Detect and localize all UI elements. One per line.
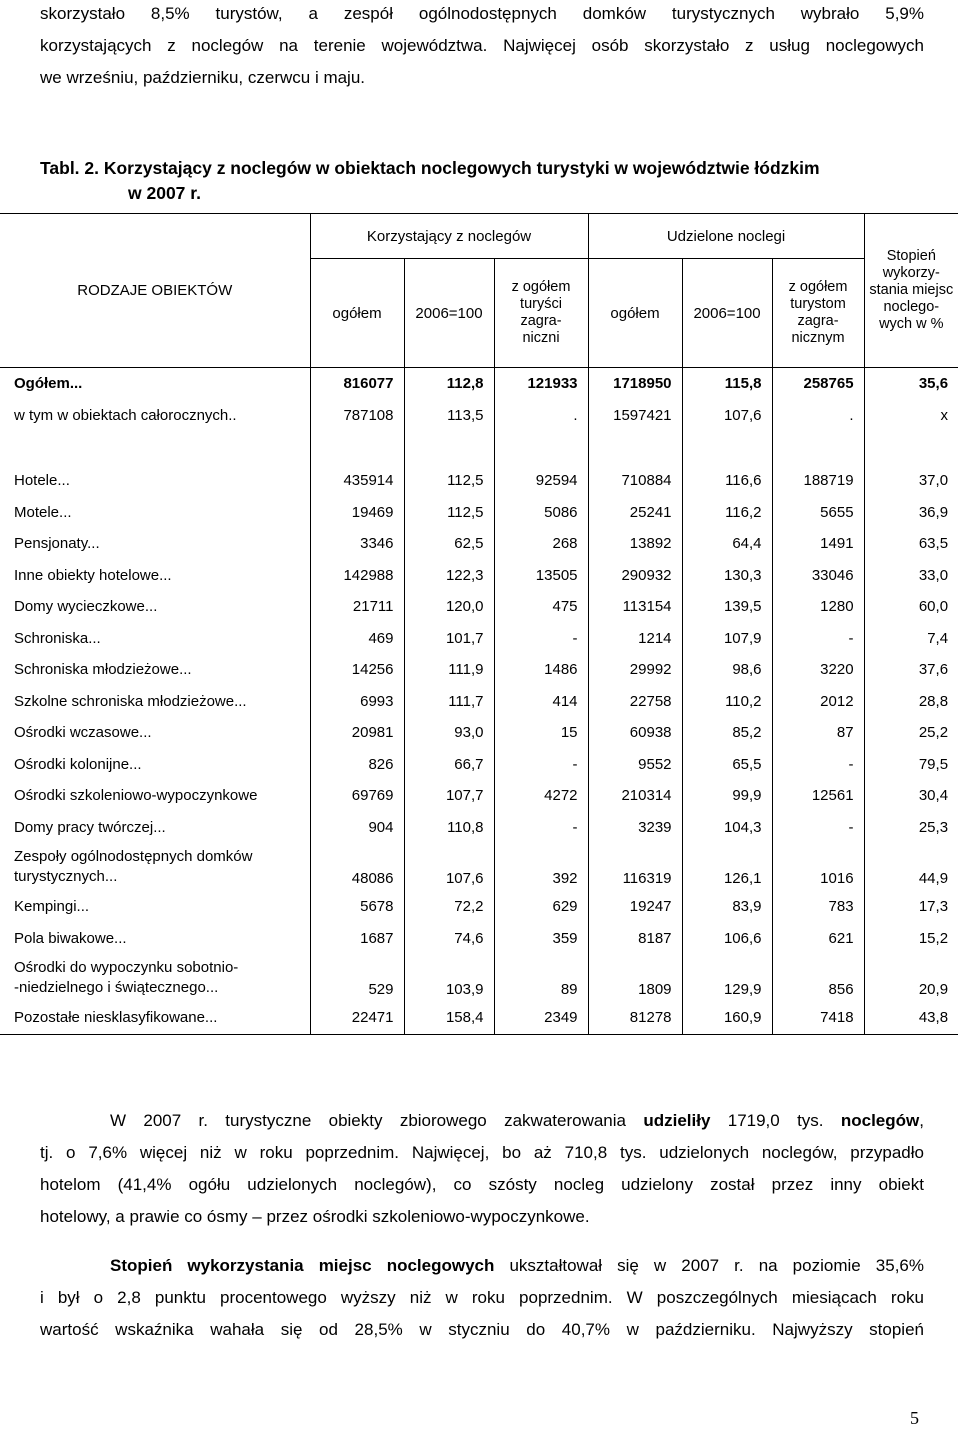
table-cell: 17,3 [864, 891, 958, 923]
row-label [0, 843, 310, 891]
paragraph-noclegi-line-1 [40, 1105, 924, 1137]
table-cell: 60938 [588, 717, 682, 749]
bold-segment: noclegów [840, 1111, 920, 1130]
table-cell: x [864, 400, 958, 432]
page-number: 5 [910, 1408, 919, 1428]
table-cell: 19469 [310, 497, 404, 529]
table-cell: 3220 [772, 654, 864, 686]
table-cell: 107,7 [404, 780, 494, 812]
table-cell: - [494, 623, 588, 655]
row-label: Motele... [14, 503, 72, 521]
table-cell: 112,8 [404, 368, 494, 400]
intro-line-3: we wrześniu, październiku, czerwcu i maju. [40, 68, 366, 87]
row-label: Ogółem... [14, 375, 83, 393]
row-label: Ośrodki wczasowe... [14, 724, 152, 742]
table-cell: 43,8 [864, 1002, 958, 1034]
table-cell: 15 [494, 717, 588, 749]
table-row [0, 923, 958, 955]
table-cell: 5678 [310, 891, 404, 923]
table-cell: 103,9 [404, 954, 494, 1002]
table-cell: 37,0 [864, 465, 958, 497]
table-cell: 5086 [494, 497, 588, 529]
table-cell: 93,0 [404, 717, 494, 749]
table-cell: 1687 [310, 923, 404, 955]
table-cell: 1491 [772, 528, 864, 560]
table-cell: 126,1 [682, 843, 772, 891]
spacer-cell [864, 431, 958, 465]
table-cell: 160,9 [682, 1002, 772, 1034]
table-cell: - [494, 812, 588, 844]
header-rodzaje: RODZAJE OBIEKTÓW [0, 214, 310, 368]
statistics-table-container [0, 213, 960, 1035]
spacer-cell [0, 431, 310, 465]
table-cell: 710884 [588, 465, 682, 497]
row-label: Schroniska... [14, 629, 101, 647]
table-row [0, 528, 958, 560]
header-zagranicznym: z ogółem turystom zagra-nicznym [772, 259, 864, 368]
spacer-cell [494, 431, 588, 465]
table-cell: 787108 [310, 400, 404, 432]
row-label: Kempingi... [14, 898, 90, 916]
row-label-line1: Ośrodki do wypoczynku sobotnio- [14, 959, 239, 976]
table-cell: 22758 [588, 686, 682, 718]
table-cell: 22471 [310, 1002, 404, 1034]
header-udzielone: Udzielone noclegi [588, 214, 864, 259]
table-cell: 210314 [588, 780, 682, 812]
table-cell: - [772, 749, 864, 781]
table-cell: 110,8 [404, 812, 494, 844]
table-body [0, 368, 958, 1035]
table-cell: 25,2 [864, 717, 958, 749]
table-cell: 529 [310, 954, 404, 1002]
table-title-line2: w 2007 r. [128, 183, 201, 203]
table-cell: 469 [310, 623, 404, 655]
table-cell: 142988 [310, 560, 404, 592]
spacer-cell [588, 431, 682, 465]
table-cell: 112,5 [404, 497, 494, 529]
table-cell: 129,9 [682, 954, 772, 1002]
row-label: Ośrodki szkoleniowo-wypoczynkowe [14, 787, 258, 805]
table-cell: 87 [772, 717, 864, 749]
table-cell: 20981 [310, 717, 404, 749]
table-cell: 21711 [310, 591, 404, 623]
paragraph-stopien-line-2: i był o 2,8 punktu procentowego wyższy niż w roku poprzednim. W poszczególnych miesiącach roku [40, 1288, 924, 1307]
table-cell: 1718950 [588, 368, 682, 400]
table-cell: 4272 [494, 780, 588, 812]
table-cell: 113,5 [404, 400, 494, 432]
paragraph-noclegi-line-3: hotelom (41,4% ogółu udzielonych noclegów), co szósty nocleg udzielony został przez inny obiekt [40, 1175, 924, 1194]
table-cell: 25,3 [864, 812, 958, 844]
table-cell: 414 [494, 686, 588, 718]
table-cell: 62,5 [404, 528, 494, 560]
statistics-table [0, 213, 958, 1035]
table-cell: 44,9 [864, 843, 958, 891]
table-cell: 258765 [772, 368, 864, 400]
row-label-line1: Zespoły ogólnodostępnych domków [14, 848, 253, 865]
table-title-line1: Tabl. 2. Korzystający z noclegów w obiektach noclegowych turystyki w województwie łódzkim [40, 158, 820, 178]
table-cell: 35,6 [864, 368, 958, 400]
table-cell: 2012 [772, 686, 864, 718]
row-label-line2: -niedzielnego i świątecznego... [14, 979, 219, 996]
row-label-line2: turystycznych... [14, 868, 118, 885]
table-cell: . [494, 400, 588, 432]
table-cell: 79,5 [864, 749, 958, 781]
table-row [0, 497, 958, 529]
table-cell: 158,4 [404, 1002, 494, 1034]
row-label: Pozostałe niesklasyfikowane... [0, 1002, 310, 1034]
table-cell: 48086 [310, 843, 404, 891]
table-cell: 3346 [310, 528, 404, 560]
table-cell: 30,4 [864, 780, 958, 812]
table-cell: 66,7 [404, 749, 494, 781]
table-cell: 629 [494, 891, 588, 923]
table-cell: 130,3 [682, 560, 772, 592]
table-cell: 1486 [494, 654, 588, 686]
table-cell: 120,0 [404, 591, 494, 623]
table-row [0, 686, 958, 718]
table-cell: 121933 [494, 368, 588, 400]
table-cell: 14256 [310, 654, 404, 686]
table-cell: 110,2 [682, 686, 772, 718]
table-cell: 5655 [772, 497, 864, 529]
table-cell: 33046 [772, 560, 864, 592]
table-cell: 13505 [494, 560, 588, 592]
table-cell: 7,4 [864, 623, 958, 655]
paragraph-noclegi-line-2: tj. o 7,6% więcej niż w roku poprzednim. Najwięcej, bo aż 710,8 tys. udzielonych noclegów, przypadło [40, 1143, 924, 1162]
table-cell: 112,5 [404, 465, 494, 497]
table-cell: 111,9 [404, 654, 494, 686]
header-ogolem-korzystajacy: ogółem [310, 259, 404, 368]
table-cell: 9552 [588, 749, 682, 781]
table-cell: 8187 [588, 923, 682, 955]
header-ogolem-noclegi: ogółem [588, 259, 682, 368]
table-cell: 33,0 [864, 560, 958, 592]
table-cell: 99,9 [682, 780, 772, 812]
intro-line-1: skorzystało 8,5% turystów, a zespół ogólnodostępnych domków turystycznych wybrało 5,9% [40, 4, 924, 23]
table-row [0, 623, 958, 655]
table-cell: 101,7 [404, 623, 494, 655]
table-cell: 904 [310, 812, 404, 844]
table-cell: 115,8 [682, 368, 772, 400]
table-cell: 25241 [588, 497, 682, 529]
spacer-cell [310, 431, 404, 465]
row-label: Pola biwakowe... [14, 929, 127, 947]
table-cell: 107,6 [404, 843, 494, 891]
table-cell: 12561 [772, 780, 864, 812]
paragraph-stopien-line-3: wartość wskaźnika wahała się od 28,5% w styczniu do 40,7% w październiku. Najwyższy stopień [40, 1320, 924, 1339]
table-cell: 139,5 [682, 591, 772, 623]
text-segment: , [919, 1111, 924, 1130]
table-row [0, 780, 958, 812]
table-row [0, 591, 958, 623]
table-cell: 107,6 [682, 400, 772, 432]
table-cell: 392 [494, 843, 588, 891]
row-label: Domy pracy twórczej... [14, 818, 166, 836]
table-cell: 15,2 [864, 923, 958, 955]
table-cell: 69769 [310, 780, 404, 812]
text-segment: 1719,0 tys. [710, 1111, 841, 1130]
table-cell: 116319 [588, 843, 682, 891]
table-cell: 1214 [588, 623, 682, 655]
table-cell: 19247 [588, 891, 682, 923]
table-cell: 122,3 [404, 560, 494, 592]
row-label: Inne obiekty hotelowe... [14, 566, 172, 584]
table-cell: 6993 [310, 686, 404, 718]
paragraph-stopien-line-1 [40, 1250, 924, 1282]
paragraph-stopien [40, 1250, 924, 1346]
table-cell: 783 [772, 891, 864, 923]
table-cell: 89 [494, 954, 588, 1002]
table-cell: 816077 [310, 368, 404, 400]
header-index-korzystajacy: 2006=100 [404, 259, 494, 368]
table-cell: 63,5 [864, 528, 958, 560]
table-row [0, 717, 958, 749]
table-row [0, 954, 958, 1002]
header-stopien [864, 214, 958, 368]
table-cell: 7418 [772, 1002, 864, 1034]
table-cell: 72,2 [404, 891, 494, 923]
table-cell: 28,8 [864, 686, 958, 718]
row-label: w tym w obiektach całorocznych.. [14, 406, 237, 424]
table-row [0, 654, 958, 686]
table-cell: 20,9 [864, 954, 958, 1002]
header-index-noclegi: 2006=100 [682, 259, 772, 368]
table-cell: 81278 [588, 1002, 682, 1034]
table-title [40, 156, 820, 206]
table-cell: 83,9 [682, 891, 772, 923]
row-label: Schroniska młodzieżowe... [14, 661, 192, 679]
text-segment: W 2007 r. turystyczne obiekty zbiorowego zakwaterowania [110, 1111, 644, 1130]
header-zagraniczni: z ogółem turyści zagra-niczni [494, 259, 588, 368]
paragraph-noclegi [40, 1105, 924, 1233]
table-row [0, 812, 958, 844]
table-cell: - [772, 812, 864, 844]
table-cell: 1016 [772, 843, 864, 891]
row-label [0, 954, 310, 1002]
bold-segment: udzieliły [643, 1111, 711, 1130]
row-label: Hotele... [14, 472, 70, 490]
table-cell: 1809 [588, 954, 682, 1002]
table-cell: 106,6 [682, 923, 772, 955]
spacer-cell [772, 431, 864, 465]
paragraph-noclegi-line-4: hotelowy, a prawie co ósmy – przez ośrodki szkoleniowo-wypoczynkowe. [40, 1207, 590, 1226]
table-cell: 37,6 [864, 654, 958, 686]
table-cell: . [772, 400, 864, 432]
bold-segment: Stopień wykorzystania miejsc noclegowych [110, 1256, 495, 1275]
table-cell: - [772, 623, 864, 655]
table-row [0, 560, 958, 592]
table-cell: 268 [494, 528, 588, 560]
table-cell: 98,6 [682, 654, 772, 686]
table-cell: 104,3 [682, 812, 772, 844]
table-cell: 1280 [772, 591, 864, 623]
table-cell: 188719 [772, 465, 864, 497]
table-row [0, 400, 958, 432]
table-cell: 92594 [494, 465, 588, 497]
table-row [0, 891, 958, 923]
table-cell: 1597421 [588, 400, 682, 432]
table-cell: 359 [494, 923, 588, 955]
table-row [0, 431, 958, 465]
table-cell: 2349 [494, 1002, 588, 1034]
table-cell: 113154 [588, 591, 682, 623]
table-cell: 3239 [588, 812, 682, 844]
table-cell: - [494, 749, 588, 781]
table-cell: 116,2 [682, 497, 772, 529]
spacer-cell [682, 431, 772, 465]
table-cell: 621 [772, 923, 864, 955]
header-stopien-text: Stopień wykorzy-stania miejsc noclego-wych w % [869, 248, 954, 332]
table-cell: 65,5 [682, 749, 772, 781]
row-label: Ośrodki kolonijne... [14, 755, 142, 773]
row-label: Domy wycieczkowe... [14, 598, 158, 616]
table-row [0, 1002, 958, 1034]
row-label: Szkolne schroniska młodzieżowe... [14, 692, 247, 710]
table-row [0, 465, 958, 497]
intro-line-2: korzystających z noclegów na terenie województwa. Najwięcej osób skorzystało z usług noclegowych [40, 36, 924, 55]
table-cell: 64,4 [682, 528, 772, 560]
table-cell: 60,0 [864, 591, 958, 623]
table-cell: 74,6 [404, 923, 494, 955]
table-cell: 116,6 [682, 465, 772, 497]
table-cell: 826 [310, 749, 404, 781]
table-cell: 107,9 [682, 623, 772, 655]
text-segment: ukształtował się w 2007 r. na poziomie 35,6% [494, 1256, 924, 1275]
spacer-cell [404, 431, 494, 465]
row-label: Pensjonaty... [14, 535, 100, 553]
header-korzystajacy: Korzystający z noclegów [310, 214, 588, 259]
table-row [0, 368, 958, 400]
table-cell: 85,2 [682, 717, 772, 749]
table-cell: 475 [494, 591, 588, 623]
table-cell: 111,7 [404, 686, 494, 718]
table-cell: 29992 [588, 654, 682, 686]
table-cell: 13892 [588, 528, 682, 560]
table-cell: 856 [772, 954, 864, 1002]
table-row [0, 749, 958, 781]
table-cell: 435914 [310, 465, 404, 497]
intro-paragraph [40, 0, 924, 94]
table-row [0, 843, 958, 891]
table-cell: 36,9 [864, 497, 958, 529]
table-cell: 290932 [588, 560, 682, 592]
